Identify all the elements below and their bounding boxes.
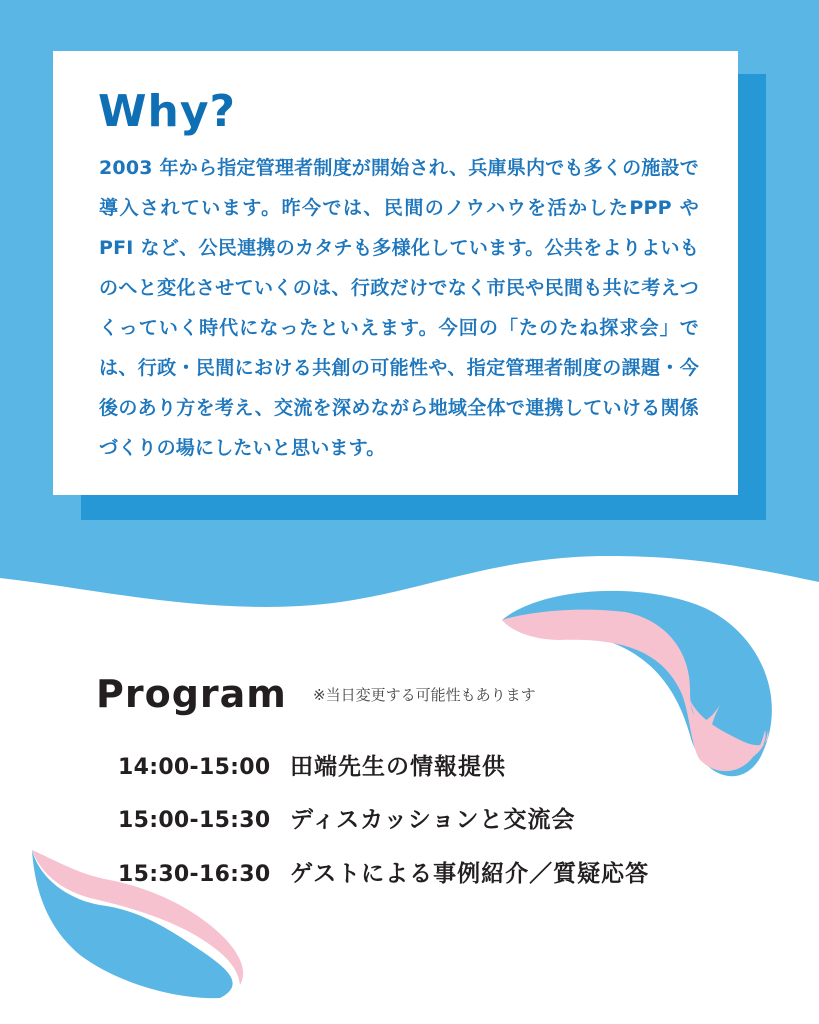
why-body-text: 2003 年から指定管理者制度が開始され、兵庫県内でも多くの施設で導入されています。昨今では、民間のノウハウを活かしたPPP や PFI など、公民連携のカタチも多様化しています。公共をよりよいものへと変化させていくのは、行政だけでなく市民や民間も共に考えつくっていく時代になったといえます。今回の「たのたね探求会」では、行政・民間における共創の可能性や、指定管理者制度の課題・今後のあり方を考え、交流を深めながら地域全体で連携していける関係づくりの場にしたいと思います。 [99,157,699,459]
swirl-shape-top-right [502,591,772,776]
schedule-title: 田端先生の情報提供 [290,754,506,780]
schedule-title: ディスカッションと交流会 [290,807,576,833]
schedule-row [118,857,649,891]
schedule-time: 15:30-16:30 [118,862,271,887]
schedule-title: ゲストによる事例紹介／質疑応答 [290,861,650,887]
schedule-row [118,750,506,784]
program-note: ※当日変更する可能性もあります [313,686,536,704]
why-heading: Why? [98,86,237,137]
schedule-row [118,803,575,837]
program-heading: Program [96,672,287,716]
schedule-time: 15:00-15:30 [118,808,271,833]
schedule-time: 14:00-15:00 [118,755,271,780]
